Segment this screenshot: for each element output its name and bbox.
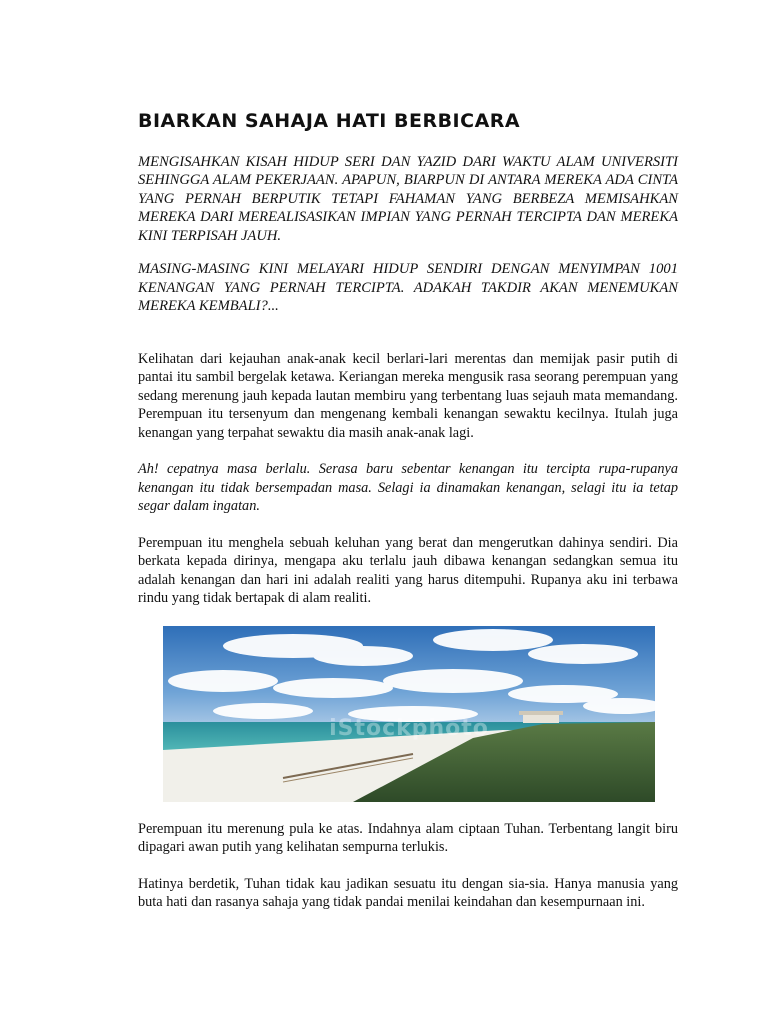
synopsis-paragraph: MASING-MASING KINI MELAYARI HIDUP SENDIRI DENGAN MENYIMPAN 1001 KENANGAN YANG PERNAH TERCIPTA. ADAKAH TAKDIR AKAN MENEMUKAN MEREKA KEMBALI?...: [138, 261, 678, 315]
beach-house-roof: [519, 711, 563, 715]
body-paragraph: Kelihatan dari kejauhan anak-anak kecil berlari-lari merentas dan memijak pasir putih di pantai itu sambil bergelak ketawa. Keriangan mereka mengusik rasa seorang perempuan yang sedang merenung jauh kepada lautan membiru yang terbentang luas sejauh mata memandang. Perempuan itu tersenyum dan mengenang kembali kenangan sewaktu kecilnya. Itulah juga kenangan yang terpahat sewaktu dia masih anak-anak lagi.: [138, 350, 678, 441]
synopsis-paragraph: MENGISAHKAN KISAH HIDUP SERI DAN YAZID DARI WAKTU ALAM UNIVERSITI SEHINGGA ALAM PEKERJAAN. APAPUN, BIARPUN DI ANTARA MEREKA ADA CINTA YANG PERNAH BERPUTIK TETAPI FAHAMAN YANG BERBEZA MEMISAHKAN MEREKA DARI MEREALISASIKAN IMPIAN YANG PERNAH TERCIPTA DAN MEREKA KINI TERPISAH JAUH.: [138, 153, 678, 244]
beach-photo-illustration: [163, 626, 655, 802]
photo-watermark: iStockphoto: [329, 715, 489, 741]
document-title: BIARKAN SAHAJA HATI BERBICARA: [138, 110, 521, 132]
section-spacer: [138, 331, 678, 350]
beach-photo: [163, 626, 655, 802]
document-content: [138, 110, 678, 930]
body-paragraph: Perempuan itu menghela sebuah keluhan yang berat dan mengerutkan dahinya sendiri. Dia berkata kepada dirinya, mengapa aku terlalu jauh dibawa kenangan sedangkan semua itu adalah kenangan dan hari ini adalah realiti yang harus ditempuhi. Rupanya aku ini terbawa rindu yang tidak bertapak di alam realiti.: [138, 534, 678, 607]
body-paragraph-italic: Ah! cepatnya masa berlalu. Serasa baru sebentar kenangan itu tercipta rupa-rupanya kenangan itu tidak bersempadan masa. Selagi ia dinamakan kenangan, selagi itu ia tetap segar dalam ingatan.: [138, 461, 678, 515]
body-paragraph: Perempuan itu merenung pula ke atas. Indahnya alam ciptaan Tuhan. Terbentang langit biru dipagari awan putih yang kelihatan sempurna terlukis.: [138, 820, 678, 856]
body-paragraph: Hatinya berdetik, Tuhan tidak kau jadikan sesuatu itu dengan sia-sia. Hanya manusia yang buta hati dan rasanya sahaja yang tidak pandai menilai keindahan dan kesempurnaan ini.: [138, 875, 678, 911]
